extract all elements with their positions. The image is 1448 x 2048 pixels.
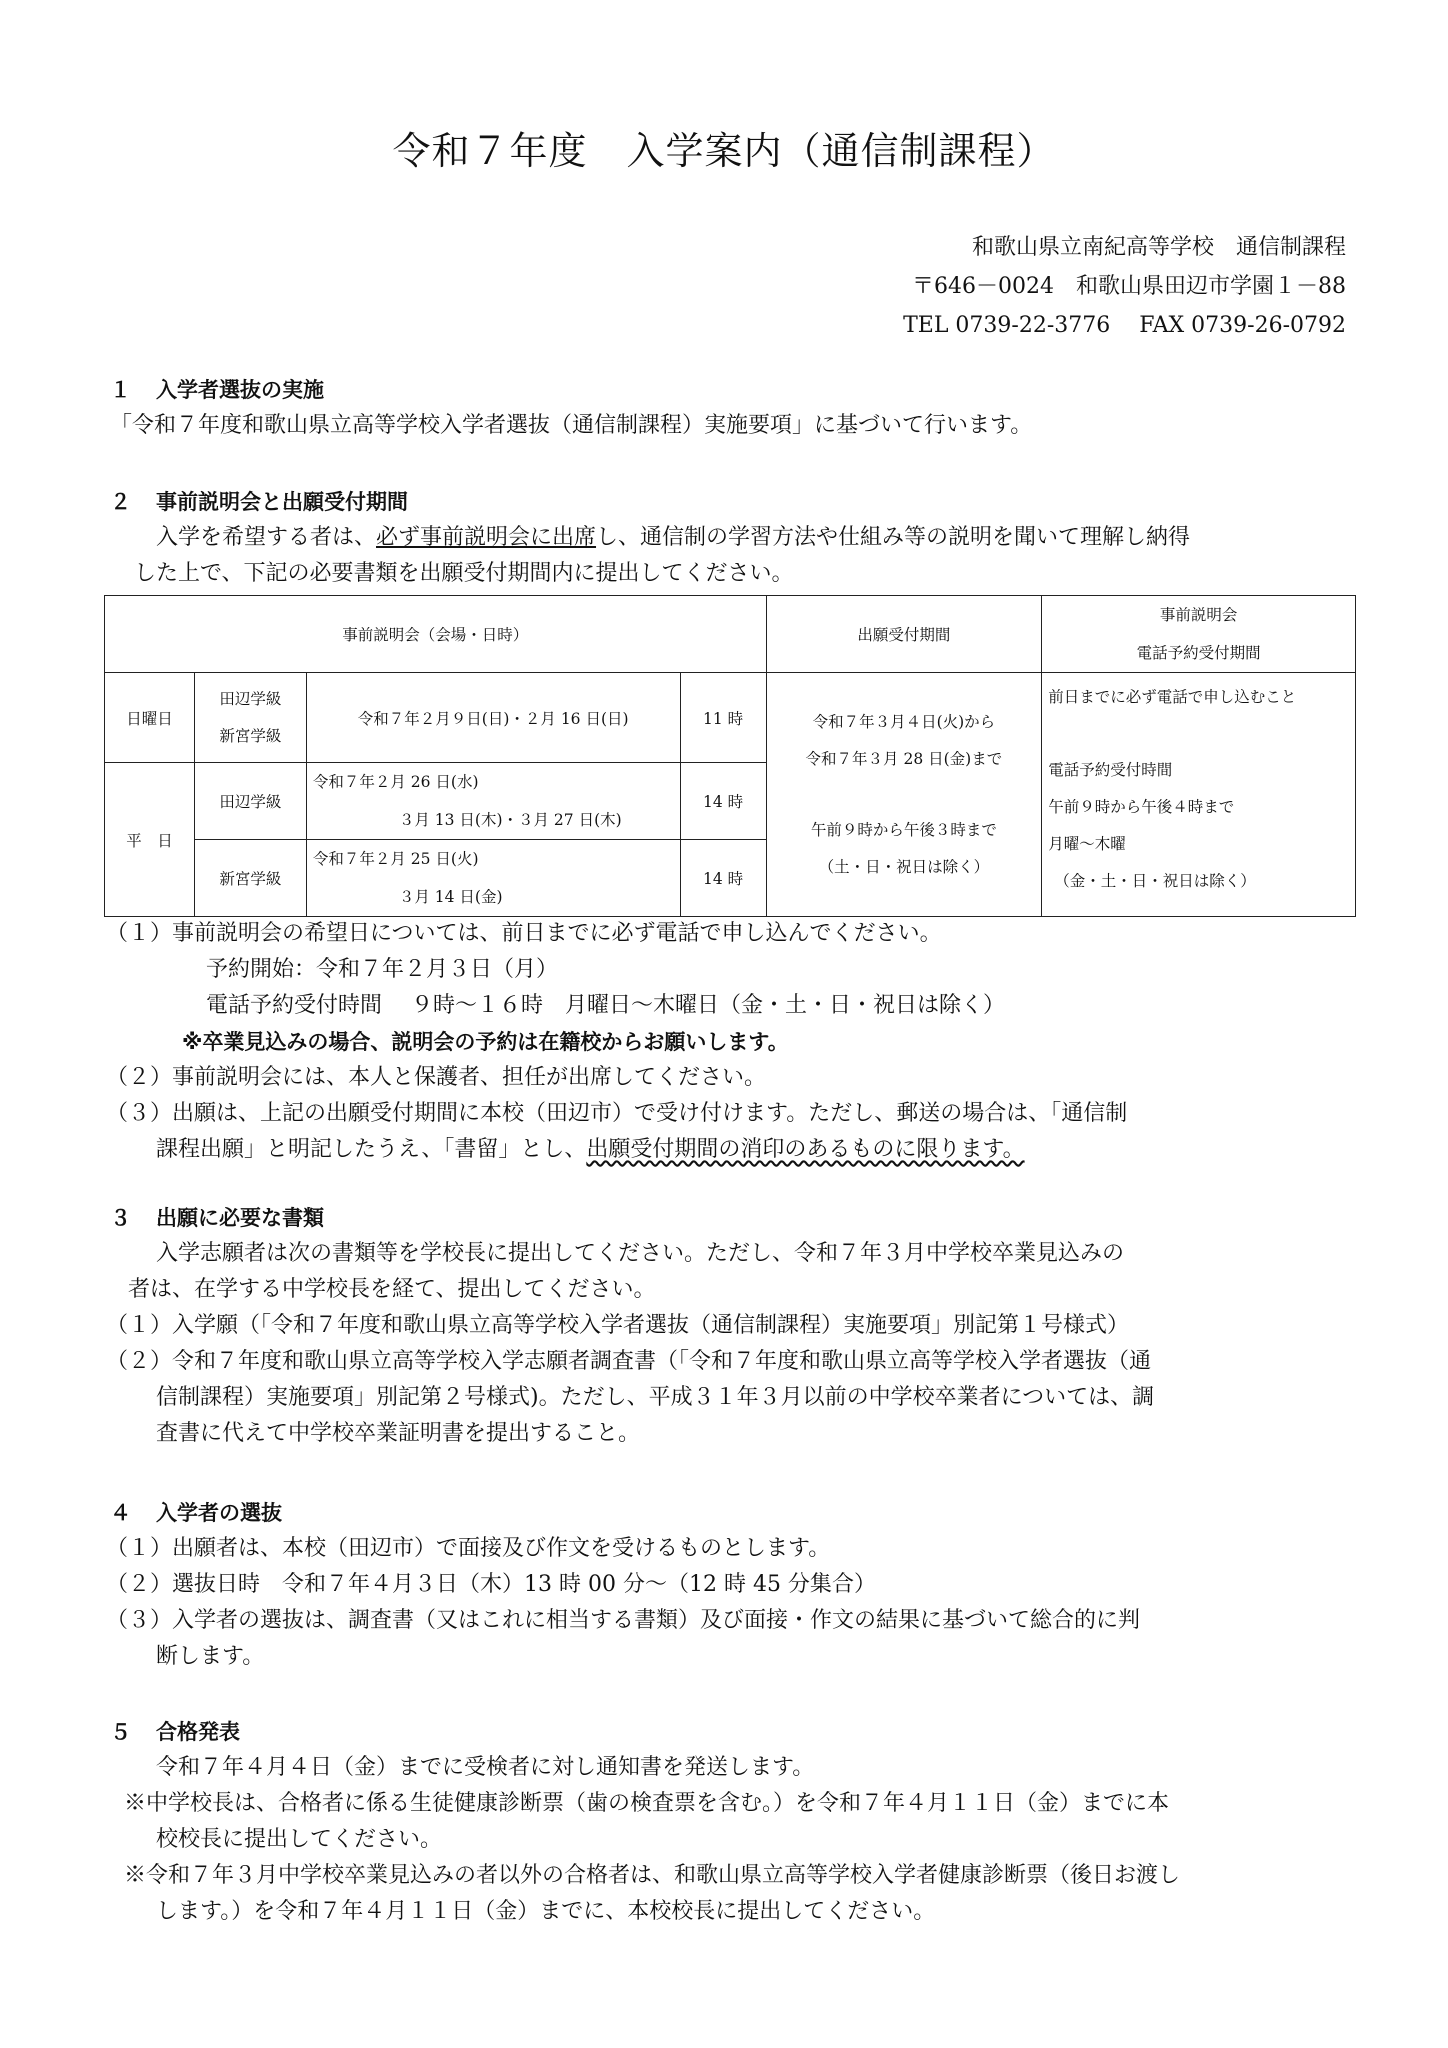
application-period: 令和７年３月４日(火)から 令和７年３月 28 日(金)まで 午前９時から午後３時まで （土・日・祝日は除く） <box>766 673 1042 917</box>
note-1a: 予約開始：令和７年２月３日（月） <box>206 957 559 982</box>
section-4 <box>106 1495 1350 1675</box>
section-5-heading: ５ 合格発表 <box>110 1720 240 1744</box>
header-period: 出願受付期間 <box>766 596 1042 673</box>
section-4-item-1: （１）出願者は、本校（田辺市）で面接及び作文を受けるものとします。 <box>106 1536 831 1561</box>
school-address: 〒646－0024 和歌山県田辺市学園１－88 <box>912 274 1346 299</box>
section-3-item-2b: 信制課程）実施要項」別記第２号様式)。ただし、平成３１年３月以前の中学校卒業者については、調 <box>156 1385 1155 1410</box>
weekday-shingu-time: 14 時 <box>680 840 766 917</box>
school-name: 和歌山県立南紀高等学校 通信制課程 <box>971 235 1346 260</box>
section-5-para-1: 令和７年４月４日（金）までに受検者に対し通知書を発送します。 <box>156 1755 815 1780</box>
section-5 <box>110 1714 1350 1930</box>
row-weekday-label: 平 日 <box>105 763 195 917</box>
page-title: 令和７年度 入学案内（通信制課程） <box>392 129 1056 173</box>
section-4-item-3a: （３）入学者の選抜は、調査書（又はこれに相当する書類）及び面接・作文の結果に基づいて総合的に判 <box>106 1608 1141 1633</box>
sunday-time: 11 時 <box>680 673 766 763</box>
school-tel-fax: TEL 0739-22-3776 FAX 0739-26-0792 <box>903 313 1346 338</box>
weekday-shingu-dates: 令和７年２月 25 日(火) ３月 14 日(金) <box>306 840 680 917</box>
section-3-para-1: 入学志願者は次の書類等を学校長に提出してください。ただし、令和７年３月中学校卒業見込みの <box>156 1241 1125 1266</box>
sunday-date: 令和７年２月９日(日)・２月 16 日(日) <box>306 673 680 763</box>
weekday-tanabe-dates: 令和７年２月 26 日(水) ３月 13 日(木)・３月 27 日(木) <box>306 763 680 840</box>
section-3-para-2: 者は、在学する中学校長を経て、提出してください。 <box>128 1277 656 1302</box>
school-header <box>903 228 1346 345</box>
note-2: （２）事前説明会には、本人と保護者、担任が出席してください。 <box>106 1065 767 1090</box>
row-sunday-label: 日曜日 <box>105 673 195 763</box>
section-2-notes <box>106 916 1350 1168</box>
sunday-classes: 田辺学級 新宮学級 <box>194 673 306 763</box>
header-session: 事前説明会（会場・日時） <box>105 596 767 673</box>
section-5-note-1b: 校校長に提出してください。 <box>156 1827 443 1852</box>
weekday-tanabe: 田辺学級 <box>194 763 306 840</box>
section-5-note-1a: ※中学校長は、合格者に係る生徒健康診断票（歯の検査票を含む。）を令和７年４月１１日（金）までに本 <box>124 1791 1170 1816</box>
schedule-table <box>104 595 1356 917</box>
header-phone: 事前説明会 電話予約受付期間 <box>1042 596 1356 673</box>
note-3b: 課程出願」と明記したうえ、「書留」とし、出願受付期間の消印のあるものに限ります。 <box>156 1137 1025 1162</box>
section-2-para-1: 入学を希望する者は、必ず事前説明会に出席し、通信制の学習方法や仕組み等の説明を聞いて理解し納得 <box>156 525 1191 550</box>
weekday-shingu: 新宮学級 <box>194 840 306 917</box>
section-1 <box>110 372 1350 444</box>
section-2-para-2: した上で、下記の必要書類を出願受付期間内に提出してください。 <box>134 561 794 586</box>
section-4-heading: ４ 入学者の選抜 <box>110 1501 282 1525</box>
section-4-item-2: （２）選抜日時 令和７年４月３日（木）13 時 00 分～（12 時 45 分集合） <box>106 1572 876 1597</box>
section-2-heading: ２ 事前説明会と出願受付期間 <box>110 490 408 514</box>
section-1-text: 「令和７年度和歌山県立高等学校入学者選抜（通信制課程）実施要項」に基づいて行います。 <box>110 413 1033 438</box>
section-3-item-2a: （２）令和７年度和歌山県立高等学校入学志願者調査書（「令和７年度和歌山県立高等学校入学者選抜（通 <box>106 1349 1152 1374</box>
note-1: （１）事前説明会の希望日については、前日までに必ず電話で申し込んでください。 <box>106 921 942 946</box>
note-1b: 電話予約受付時間 ９時～１６時 月曜日～木曜日（金・土・日・祝日は除く） <box>206 993 1005 1018</box>
note-1c: ※卒業見込みの場合、説明会の予約は在籍校からお願いします。 <box>182 1030 789 1054</box>
section-5-note-2b: します。）を令和７年４月１１日（金）までに、本校校長に提出してください。 <box>156 1899 936 1924</box>
section-5-note-2a: ※令和７年３月中学校卒業見込みの者以外の合格者は、和歌山県立高等学校入学者健康診断票（後日お渡し <box>124 1863 1181 1888</box>
section-3-item-1: （１）入学願（「令和７年度和歌山県立高等学校入学者選抜（通信制課程）実施要項」別記第１号様式） <box>106 1313 1130 1338</box>
section-3-heading: ３ 出願に必要な書類 <box>110 1206 324 1230</box>
section-1-heading: １ 入学者選抜の実施 <box>110 378 324 402</box>
section-3-item-2c: 査書に代えて中学校卒業証明書を提出すること。 <box>156 1421 641 1446</box>
section-2 <box>110 484 1350 592</box>
section-4-item-3b: 断します。 <box>156 1644 265 1669</box>
weekday-tanabe-time: 14 時 <box>680 763 766 840</box>
section-3 <box>106 1200 1350 1452</box>
note-3a: （３）出願は、上記の出願受付期間に本校（田辺市）で受け付けます。ただし、郵送の場合は、「通信制 <box>106 1101 1128 1126</box>
phone-reservation: 前日までに必ず電話で申し込むこと 電話予約受付時間 午前９時から午後４時まで 月曜～木曜 （金・土・日・祝日は除く） <box>1042 673 1356 917</box>
